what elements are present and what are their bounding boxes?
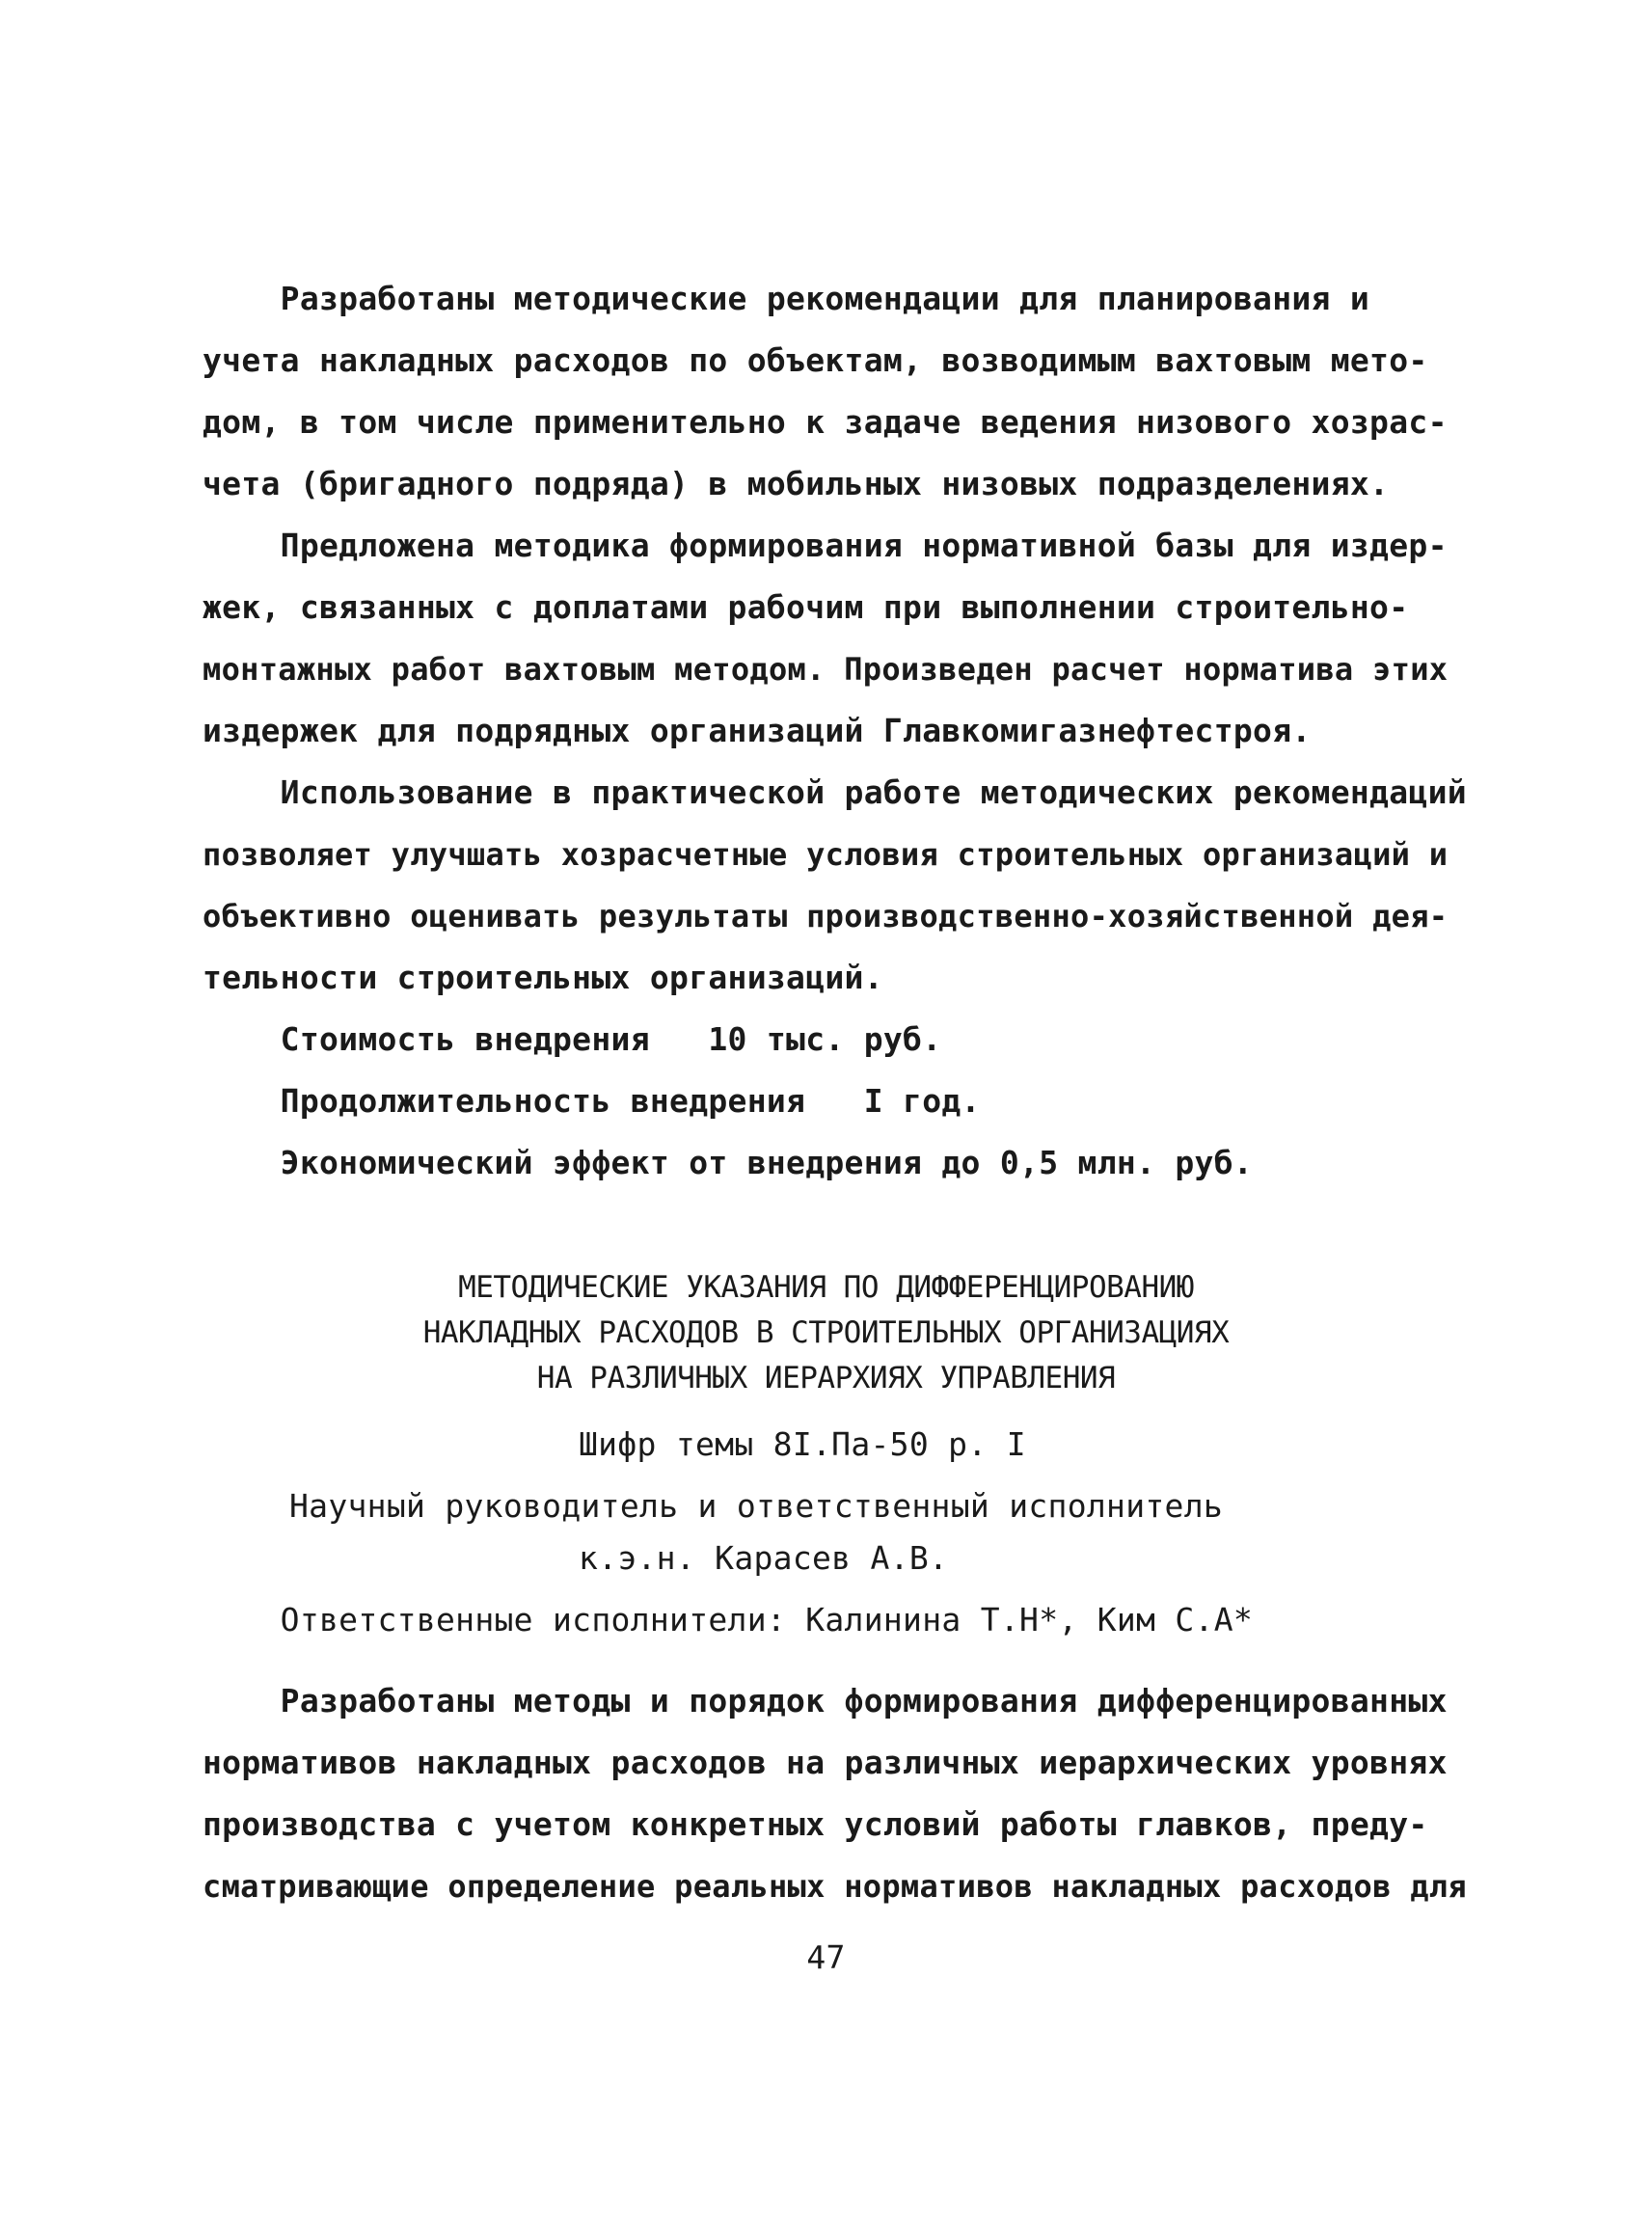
- executors-line: Ответственные исполнители: Калинина Т.Н*, Ким С.А*: [203, 1601, 1254, 1639]
- cost-line: Стоимость внедрения 10 тыс. руб.: [203, 1020, 942, 1058]
- page-number: 47: [806, 1938, 846, 1976]
- text-line: Использование в практической работе методических рекомендаций: [203, 773, 1467, 811]
- text-line: жек, связанных с доплатами рабочим при выполнении строительно-: [203, 588, 1409, 626]
- text-line: учета накладных расходов по объектам, возводимым вахтовым мето-: [203, 341, 1428, 379]
- text-line: Предложена методика формирования нормативной базы для издер-: [203, 527, 1448, 564]
- text-line: нормативов накладных расходов на различных иерархических уровнях: [203, 1744, 1448, 1781]
- text-line: издержек для подрядных организаций Главкомигазнефтестроя.: [203, 712, 1312, 749]
- text-line: дом, в том числе применительно к задаче ведения низового хозрас-: [203, 403, 1448, 441]
- duration-line: Продолжительность внедрения I год.: [203, 1082, 981, 1120]
- section-heading-line: МЕТОДИЧЕСКИЕ УКАЗАНИЯ ПО ДИФФЕРЕНЦИРОВАНИЮ: [458, 1270, 1194, 1305]
- text-line: производства с учетом конкретных условий работы главков, преду-: [203, 1805, 1428, 1843]
- text-line: Разработаны методические рекомендации для планирования и: [203, 280, 1370, 317]
- section-heading-line: НАКЛАДНЫХ РАСХОДОВ В СТРОИТЕЛЬНЫХ ОРГАНИЗАЦИЯХ: [422, 1315, 1230, 1350]
- supervisor-name: к.э.н. Карасев А.В.: [579, 1539, 949, 1577]
- text-line: Разработаны методы и порядок формирования дифференцированных: [203, 1682, 1448, 1720]
- text-line: объективно оценивать результаты производственно-хозяйственной дея-: [203, 898, 1449, 934]
- supervisor-title: Научный руководитель и ответственный исполнитель: [289, 1487, 1224, 1525]
- section-heading-line: НА РАЗЛИЧНЫХ ИЕРАРХИЯХ УПРАВЛЕНИЯ: [536, 1361, 1116, 1395]
- effect-line: Экономический эффект от внедрения до 0,5 млн. руб.: [203, 1144, 1254, 1181]
- text-line: тельности строительных организаций.: [203, 959, 883, 996]
- text-line: чета (бригадного подряда) в мобильных низовых подразделениях.: [203, 465, 1390, 502]
- text-line: позволяет улучшать хозрасчетные условия строительных организаций и: [203, 836, 1449, 873]
- text-line: монтажных работ вахтовым методом. Произведен расчет норматива этих: [203, 651, 1449, 688]
- topic-code: Шифр темы 8I.Па-50 р. I: [579, 1425, 1026, 1463]
- text-line: сматривающие определение реальных нормативов накладных расходов для: [203, 1868, 1467, 1905]
